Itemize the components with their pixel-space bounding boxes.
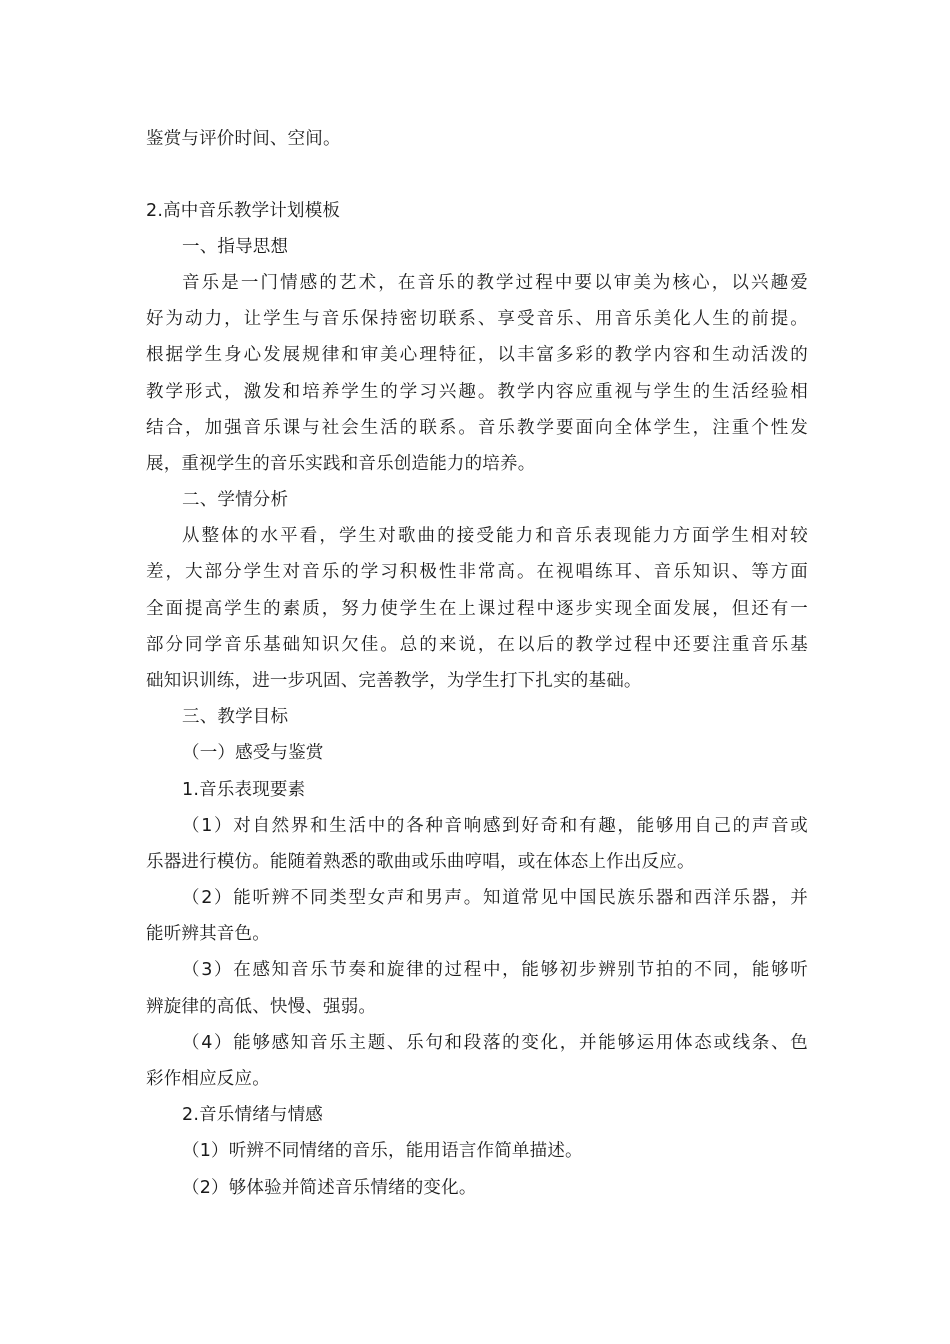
- list-item-line: 能听辨其音色。: [146, 924, 270, 944]
- paragraph-line: 音乐是一门情感的艺术，在音乐的教学过程中要以审美为核心，以兴趣爱: [182, 273, 808, 293]
- list-item-line: （3）在感知音乐节奏和旋律的过程中，能够初步辨别节拍的不同，能够听: [182, 960, 808, 980]
- list-item-line: （1）听辨不同情绪的音乐，能用语言作简单描述。: [182, 1141, 583, 1161]
- subheading: （一）感受与鉴赏: [182, 743, 324, 763]
- paragraph-line: 全面提高学生的素质，努力使学生在上课过程中逐步实现全面发展，但还有一: [146, 599, 808, 619]
- list-item-line: 彩作相应反应。: [146, 1069, 270, 1089]
- paragraph-line: 从整体的水平看，学生对歌曲的接受能力和音乐表现能力方面学生相对较: [182, 526, 808, 546]
- subheading: 1.音乐表现要素: [182, 780, 306, 800]
- list-item-line: 辨旋律的高低、快慢、强弱。: [146, 997, 377, 1017]
- paragraph-line: 部分同学音乐基础知识欠佳。总的来说，在以后的教学过程中还要注重音乐基: [146, 635, 808, 655]
- list-item-line: （1）对自然界和生活中的各种音响感到好奇和有趣，能够用自己的声音或: [182, 816, 808, 836]
- subheading: 三、教学目标: [182, 707, 289, 727]
- subheading: 2.音乐情绪与情感: [182, 1105, 323, 1125]
- list-item-line: （2）够体验并简述音乐情绪的变化。: [182, 1178, 477, 1198]
- paragraph-line: 鉴赏与评价时间、空间。: [146, 129, 341, 149]
- subheading: 二、学情分析: [182, 490, 289, 510]
- paragraph-line: 教学形式，激发和培养学生的学习兴趣。教学内容应重视与学生的生活经验相: [146, 382, 808, 402]
- list-item-line: 乐器进行模仿。能随着熟悉的歌曲或乐曲哼唱，或在体态上作出反应。: [146, 852, 695, 872]
- paragraph-line: 展，重视学生的音乐实践和音乐创造能力的培养。: [146, 454, 536, 474]
- paragraph-line: 根据学生身心发展规律和审美心理特征，以丰富多彩的教学内容和生动活泼的: [146, 345, 808, 365]
- paragraph-line: 好为动力，让学生与音乐保持密切联系、享受音乐、用音乐美化人生的前提。: [146, 309, 808, 329]
- list-item-line: （4）能够感知音乐主题、乐句和段落的变化，并能够运用体态或线条、色: [182, 1033, 808, 1053]
- subheading: 一、指导思想: [182, 237, 289, 257]
- list-item-line: （2）能听辨不同类型女声和男声。知道常见中国民族乐器和西洋乐器，并: [182, 888, 808, 908]
- paragraph-line: 础知识训练，进一步巩固、完善教学，为学生打下扎实的基础。: [146, 671, 642, 691]
- paragraph-line: 结合，加强音乐课与社会生活的联系。音乐教学要面向全体学生，注重个性发: [146, 418, 808, 438]
- paragraph-line: 差，大部分学生对音乐的学习积极性非常高。在视唱练耳、音乐知识、等方面: [146, 562, 808, 582]
- section-heading: 2.高中音乐教学计划模板: [146, 201, 341, 221]
